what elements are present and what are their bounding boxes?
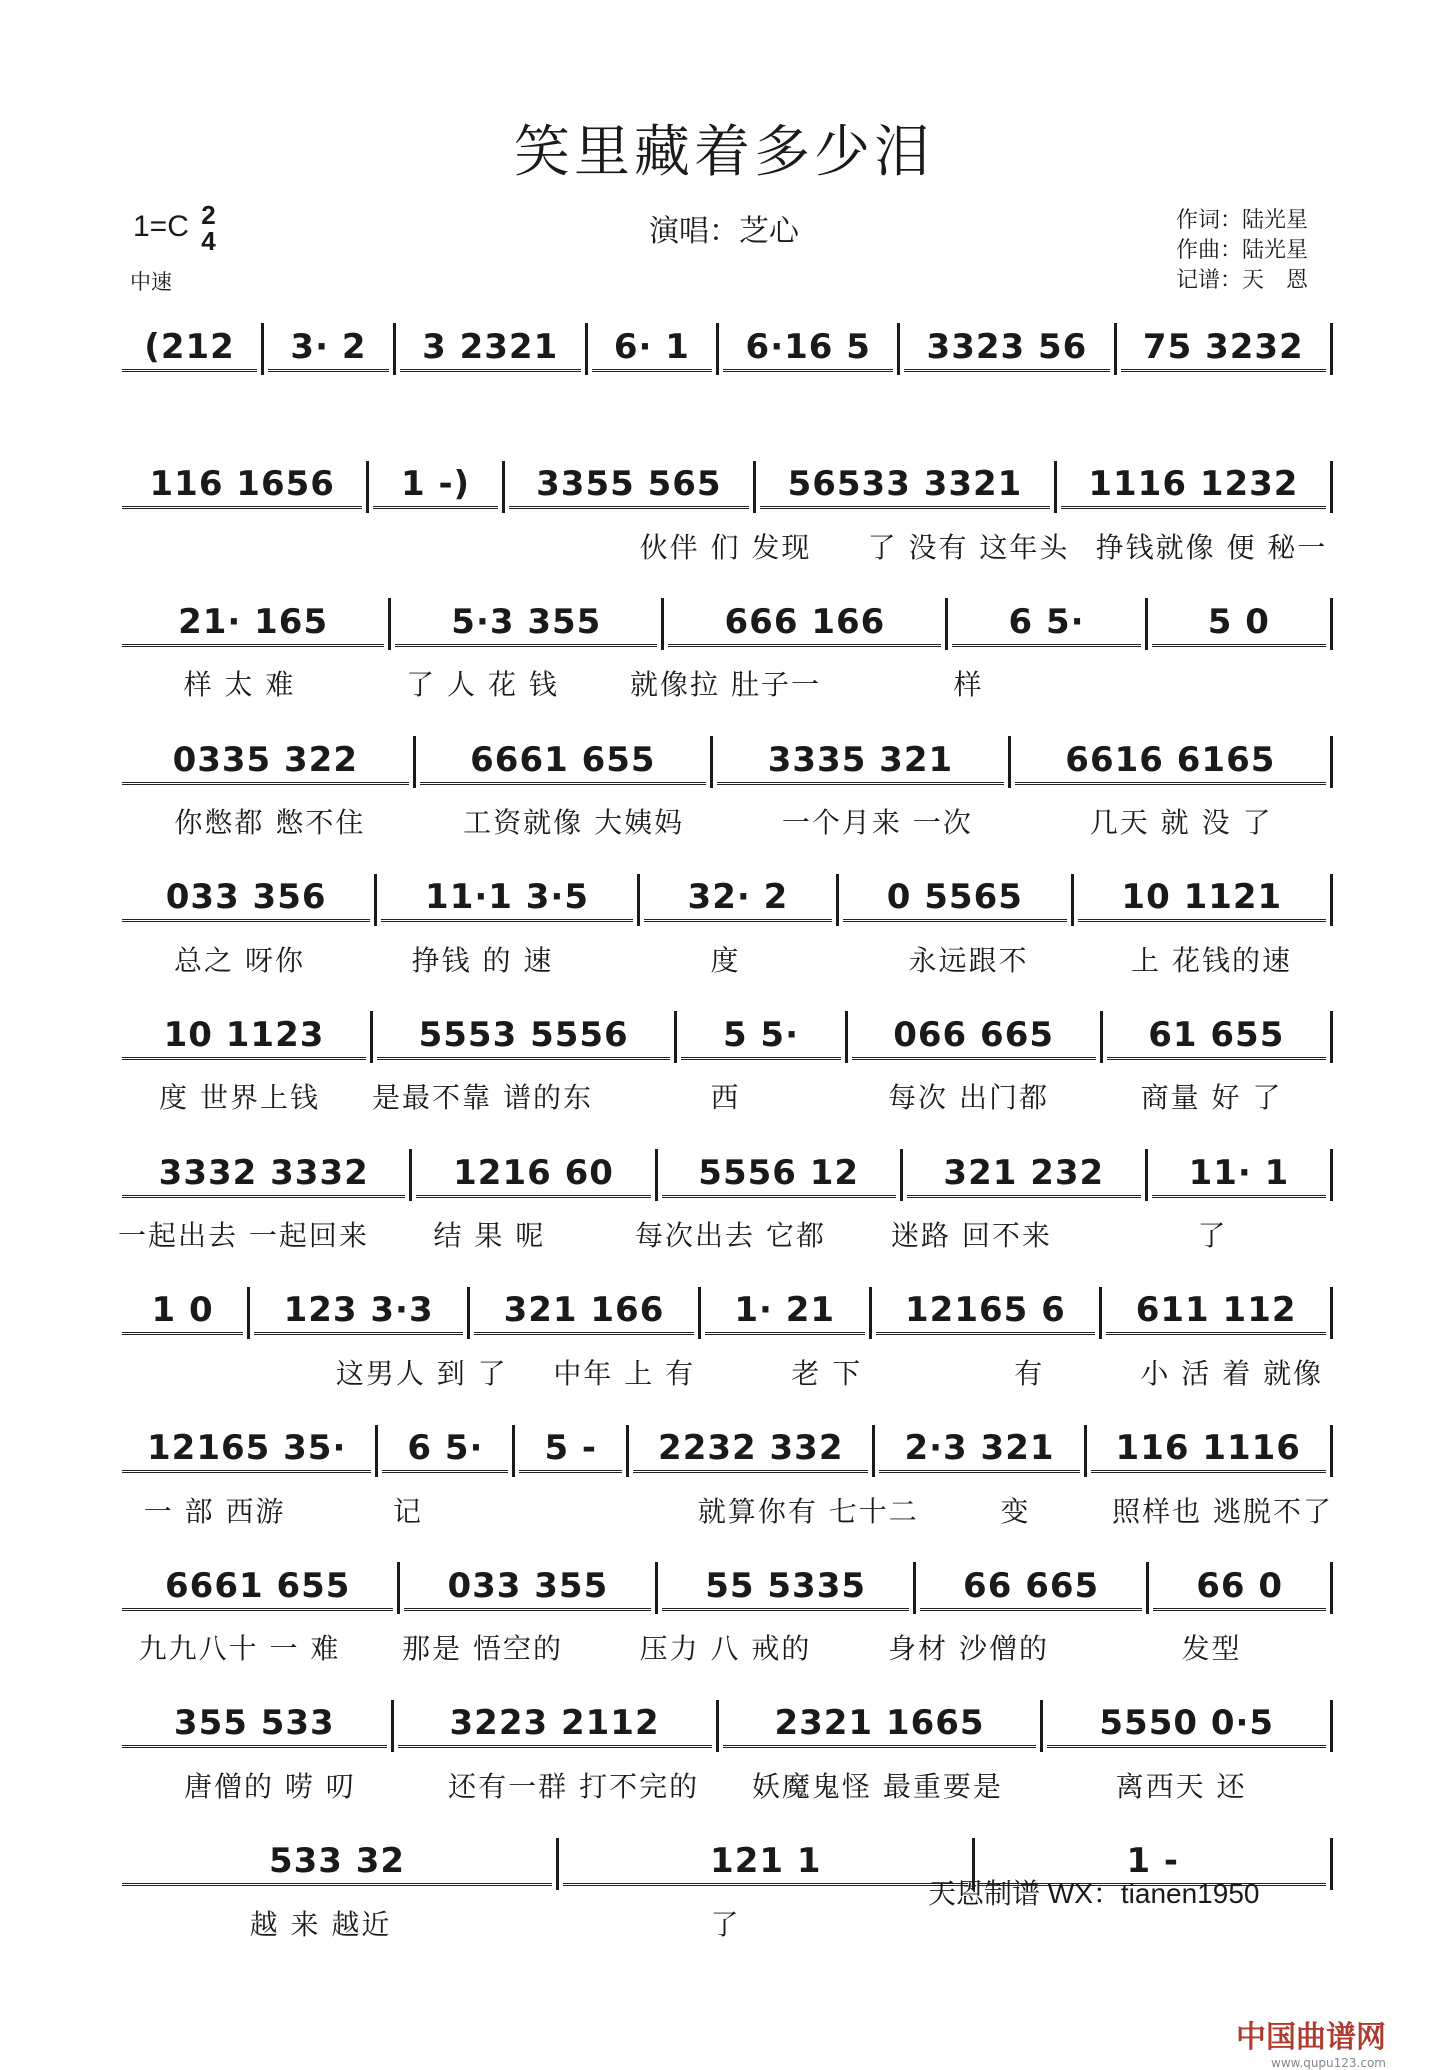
measure: 6· 1 <box>592 327 713 372</box>
lyric-segment: 一 部 西游 <box>143 1494 286 1528</box>
bar-line <box>1145 1149 1148 1201</box>
measure: 0335 322 <box>122 740 409 785</box>
score-line <box>118 1695 1333 1833</box>
measure: 11·1 3·5 <box>381 877 632 922</box>
bar-line <box>945 598 948 650</box>
lyric-segment: 九九八十 一 难 <box>138 1632 341 1666</box>
measure: 5·3 355 <box>395 602 657 647</box>
notation-line <box>118 1420 1333 1482</box>
lyric-segment: 总之 呀你 <box>174 943 305 977</box>
bar-line <box>467 1287 470 1339</box>
measure: 61 655 <box>1107 1015 1326 1060</box>
lyric-segment: 还有一群 打不完的 <box>448 1769 700 1803</box>
lyric-segment: 每次 出门都 <box>888 1081 1049 1115</box>
lyric-segment: 压力 八 戒的 <box>639 1632 812 1666</box>
key-label: 1=C <box>133 209 189 243</box>
bar-line <box>1330 1700 1333 1752</box>
score-line <box>118 1006 1333 1144</box>
measure: 1 - <box>979 1841 1326 1886</box>
measure: 2·3 321 <box>879 1428 1079 1473</box>
measure: 10 1123 <box>122 1015 366 1060</box>
score-body <box>118 318 1333 1970</box>
bar-line <box>1114 323 1117 375</box>
bar-line <box>247 1287 250 1339</box>
bar-line <box>370 1011 373 1063</box>
score-line <box>118 869 1333 1007</box>
measure: 5553 5556 <box>377 1015 670 1060</box>
lyric-segment: 挣钱 的 速 <box>411 943 554 977</box>
bar-line <box>716 1700 719 1752</box>
lyric-line <box>118 1352 1333 1392</box>
measure: 5 0 <box>1152 602 1326 647</box>
bar-line <box>674 1011 677 1063</box>
lyric-segment: 样 太 难 <box>183 668 296 702</box>
notation-line <box>118 1557 1333 1619</box>
measure: 116 1656 <box>122 464 362 509</box>
lyric-segment: 小 活 着 就像 <box>1140 1356 1324 1390</box>
measure: 321 232 <box>907 1153 1141 1198</box>
notation-line <box>118 1144 1333 1206</box>
lyric-line <box>118 526 1333 566</box>
measure: 10 1121 <box>1078 877 1326 922</box>
bar-line <box>913 1562 916 1614</box>
measure: 32· 2 <box>644 877 832 922</box>
bar-line <box>1071 874 1074 926</box>
measure: 666 166 <box>668 602 941 647</box>
measure: 121 1 <box>563 1841 968 1886</box>
score-line <box>118 1282 1333 1420</box>
tempo-marking: 中速 <box>130 270 172 294</box>
lyricist-credit: 作词：陆光星 <box>1176 208 1309 233</box>
lyric-line <box>118 1490 1333 1530</box>
notation-line <box>118 318 1333 380</box>
bar-line <box>556 1838 559 1890</box>
bar-line <box>1330 598 1333 650</box>
bar-line <box>1330 323 1333 375</box>
bar-line <box>1040 1700 1043 1752</box>
measure: 6·16 5 <box>723 327 893 372</box>
score-line <box>118 731 1333 869</box>
lyric-segment: 记 <box>392 1494 423 1528</box>
lyric-segment <box>118 526 361 566</box>
measure: 0 5565 <box>843 877 1067 922</box>
lyric-segment: 样 <box>953 668 984 702</box>
bar-line <box>900 1149 903 1201</box>
bar-line <box>637 874 640 926</box>
measure: 6661 655 <box>420 740 707 785</box>
bar-line <box>1008 736 1011 788</box>
measure: 5 5· <box>681 1015 840 1060</box>
measure: 6 5· <box>952 602 1140 647</box>
lyric-segment: 度 <box>710 943 741 977</box>
lyric-segment: 身材 沙僧的 <box>888 1632 1049 1666</box>
lyric-segment: 妖魔鬼怪 最重要是 <box>751 1769 1003 1803</box>
time-top: 2 <box>201 200 216 230</box>
measure: 3223 2112 <box>398 1703 712 1748</box>
bar-line <box>1330 1011 1333 1063</box>
measure: 12165 35· <box>122 1428 371 1473</box>
bar-line <box>710 736 713 788</box>
lyric-segment: 就算你有 七十二 <box>697 1494 919 1528</box>
lyric-segment <box>1090 663 1333 703</box>
bar-line <box>897 323 900 375</box>
lyric-segment <box>505 1490 698 1530</box>
bar-line <box>502 461 505 513</box>
measure: 2232 332 <box>633 1428 868 1473</box>
measure: 1 -) <box>373 464 497 509</box>
bar-line <box>655 1149 658 1201</box>
bar-line <box>585 323 588 375</box>
lyric-segment: 唐僧的 唠 叨 <box>183 1769 356 1803</box>
bar-line <box>375 1425 378 1477</box>
lyric-line <box>118 1076 1333 1116</box>
measure: 066 665 <box>852 1015 1096 1060</box>
bar-line <box>1054 461 1057 513</box>
lyric-line <box>118 663 1333 703</box>
lyric-segment <box>118 1352 321 1392</box>
bar-line <box>374 874 377 926</box>
lyric-segment: 上 花钱的速 <box>1131 943 1292 977</box>
lyric-segment: 变 <box>1000 1494 1031 1528</box>
notation-line <box>118 593 1333 655</box>
notation-line <box>118 731 1333 793</box>
lyric-segment: 迷路 回不来 <box>891 1219 1052 1253</box>
lyric-segment: 商量 好 了 <box>1140 1081 1283 1115</box>
lyric-segment: 一个月来 一次 <box>781 806 973 840</box>
lyric-segment: 挣钱就像 便 秘一 <box>1095 530 1328 564</box>
measure: 033 355 <box>404 1566 651 1611</box>
bar-line <box>1330 1562 1333 1614</box>
bar-line <box>366 461 369 513</box>
lyric-segment: 结 果 呢 <box>433 1219 546 1253</box>
bar-line <box>716 323 719 375</box>
notation-line <box>118 1282 1333 1344</box>
measure: 3335 321 <box>717 740 1004 785</box>
measure: 033 356 <box>122 877 370 922</box>
notation-line <box>118 456 1333 518</box>
bar-line <box>626 1425 629 1477</box>
measure: 6661 655 <box>122 1566 393 1611</box>
bar-line <box>1146 1562 1149 1614</box>
notation-line <box>118 869 1333 931</box>
bar-line <box>413 736 416 788</box>
lyric-segment: 度 世界上钱 <box>159 1081 320 1115</box>
measure: 1· 21 <box>705 1290 865 1335</box>
credits-block <box>1176 206 1308 296</box>
lyric-line <box>118 1214 1333 1254</box>
lyric-segment: 是最不靠 谱的东 <box>372 1081 593 1115</box>
watermark-logo <box>1236 2012 1386 2070</box>
bar-line <box>869 1287 872 1339</box>
bar-line <box>1330 1149 1333 1201</box>
lyric-segment: 你憋都 憋不住 <box>174 806 366 840</box>
lyric-segment: 了 <box>1197 1219 1228 1253</box>
score-line <box>118 1420 1333 1558</box>
song-title: 笑里藏着多少泪 <box>514 120 934 185</box>
lyric-segment: 了 <box>710 1907 741 1941</box>
lyric-line <box>118 939 1333 979</box>
lyric-segment: 就像拉 肚子一 <box>630 668 821 702</box>
bar-line <box>1100 1011 1103 1063</box>
bar-line <box>1330 736 1333 788</box>
bar-line <box>661 598 664 650</box>
score-line <box>118 1144 1333 1282</box>
lyric-segment: 越 来 越近 <box>249 1907 392 1941</box>
watermark-url: www.qupu123.com <box>1271 2056 1386 2070</box>
lyric-line <box>118 1765 1333 1805</box>
score-line <box>118 593 1333 731</box>
measure: 3 2321 <box>400 327 581 372</box>
watermark-text: 中国曲谱网 <box>1236 2020 1386 2055</box>
measure: 5550 0·5 <box>1047 1703 1326 1748</box>
measure: 66 665 <box>920 1566 1142 1611</box>
lyric-segment <box>361 526 604 566</box>
measure: (212 <box>122 327 257 372</box>
lyric-segment: 照样也 逃脱不了 <box>1112 1494 1333 1528</box>
measure: 75 3232 <box>1121 327 1326 372</box>
lyric-segment: 一起出去 一起回来 <box>118 1219 369 1253</box>
lyric-line <box>118 801 1333 841</box>
score-line <box>118 456 1333 594</box>
singer-credit: 演唱：芝心 <box>649 214 799 249</box>
bar-line <box>1330 1287 1333 1339</box>
measure: 12165 6 <box>876 1290 1096 1335</box>
measure: 2321 1665 <box>723 1703 1037 1748</box>
measure: 55 5335 <box>662 1566 909 1611</box>
measure: 3323 56 <box>904 327 1109 372</box>
lyric-segment: 离西天 还 <box>1115 1769 1247 1803</box>
measure: 56533 3321 <box>760 464 1050 509</box>
measure: 321 166 <box>474 1290 694 1335</box>
bar-line <box>1330 1838 1333 1890</box>
lyric-segment: 工资就像 大姨妈 <box>463 806 685 840</box>
transcriber-credit: 记谱：天 恩 <box>1176 268 1309 293</box>
lyric-segment: 伙伴 们 发现 <box>639 530 812 564</box>
measure: 355 533 <box>122 1703 387 1748</box>
bar-line <box>261 323 264 375</box>
bar-line <box>1084 1425 1087 1477</box>
lyric-segment: 永远跟不 <box>908 943 1029 977</box>
lyric-segment: 有 <box>1014 1356 1045 1390</box>
measure: 611 112 <box>1106 1290 1326 1335</box>
lyric-segment: 老 下 <box>791 1356 863 1390</box>
measure: 1216 60 <box>416 1153 650 1198</box>
bar-line <box>388 598 391 650</box>
bar-line <box>409 1149 412 1201</box>
notation-line <box>118 1006 1333 1068</box>
bar-line <box>872 1425 875 1477</box>
bar-line <box>1330 461 1333 513</box>
measure: 3355 565 <box>509 464 749 509</box>
measure: 3332 3332 <box>122 1153 405 1198</box>
measure: 5 - <box>519 1428 622 1473</box>
bar-line <box>655 1562 658 1614</box>
measure: 66 0 <box>1153 1566 1326 1611</box>
bar-line <box>397 1562 400 1614</box>
lyric-segment: 发型 <box>1181 1632 1242 1666</box>
measure: 6616 6165 <box>1015 740 1326 785</box>
bar-line <box>512 1425 515 1477</box>
lyric-segment: 中年 上 有 <box>553 1356 696 1390</box>
measure: 11· 1 <box>1152 1153 1326 1198</box>
measure: 5556 12 <box>662 1153 896 1198</box>
bar-line <box>1099 1287 1102 1339</box>
bar-line <box>1145 598 1148 650</box>
notation-line <box>118 1695 1333 1757</box>
bar-line <box>1330 874 1333 926</box>
measure: 123 3·3 <box>254 1290 463 1335</box>
transcriber-footer: 天恩制谱 WX：tianen1950 <box>928 1878 1260 1909</box>
bar-line <box>753 461 756 513</box>
lyric-line <box>118 1627 1333 1667</box>
bar-line <box>698 1287 701 1339</box>
measure: 1116 1232 <box>1061 464 1326 509</box>
lyric-segment: 那是 悟空的 <box>402 1632 563 1666</box>
measure: 21· 165 <box>122 602 384 647</box>
measure: 3· 2 <box>268 327 389 372</box>
bar-line <box>391 1700 394 1752</box>
lyric-segment: 几天 就 没 了 <box>1089 806 1273 840</box>
bar-line <box>1330 1425 1333 1477</box>
time-bottom: 4 <box>201 226 216 256</box>
lyric-segment: 了 人 花 钱 <box>406 668 559 702</box>
measure: 116 1116 <box>1091 1428 1326 1473</box>
composer-credit: 作曲：陆光星 <box>1176 238 1309 263</box>
lyric-segment: 西 <box>710 1081 741 1115</box>
lyric-segment: 这男人 到 了 <box>335 1356 508 1390</box>
lyric-segment: 每次出去 它都 <box>635 1219 826 1253</box>
measure: 533 32 <box>122 1841 552 1886</box>
measure: 6 5· <box>382 1428 508 1473</box>
lyric-segment: 了 没有 这年头 <box>867 530 1070 564</box>
score-line <box>118 318 1333 456</box>
bar-line <box>836 874 839 926</box>
bar-line <box>393 323 396 375</box>
score-line <box>118 1557 1333 1695</box>
bar-line <box>845 1011 848 1063</box>
measure: 1 0 <box>122 1290 243 1335</box>
